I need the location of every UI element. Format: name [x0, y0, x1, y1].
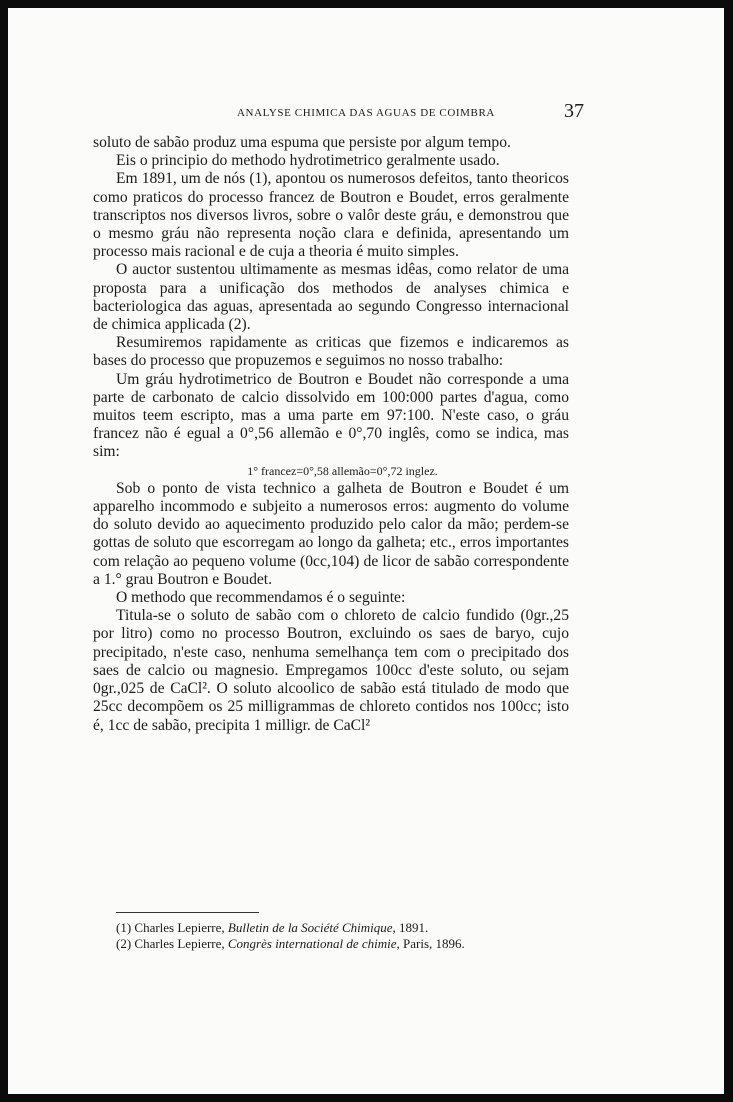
conversion-formula: 1° francez=0°,58 allemão=0°,72 inglez. [247, 463, 438, 478]
footnote-prefix: (1) Charles Lepierre, [116, 920, 228, 935]
paragraph: O auctor sustentou ultimamente as mesmas idêas, como relator de uma proposta para a unificação dos methodos de analyses chimica e bacteriologica das aguas, apresentada ao segundo Congresso internacional de chimica applicada (2). [93, 261, 569, 334]
footnote-divider [116, 912, 259, 913]
footnote-suffix: Paris, 1896. [399, 936, 465, 951]
paragraph: Titula-se o soluto de sabão com o chloreto de calcio fundido (0gr.,25 por litro) como no processo Boutron, excluindo os saes de baryo, cujo precipitado, n'este caso, nenhuma semelhança tem com o precipitado dos saes de calcio ou magnesio. Empregamos 100cc d'este soluto, ou sejam 0gr.,025 de CaCl². O soluto alcoolico de sabão está titulado de modo que 25cc decompõem os 25 milligrammas de chloreto contidos nos 100cc; isto é, 1cc de sabão, precipita 1 milligr. de CaCl² [93, 607, 569, 734]
paragraph: Sob o ponto de vista technico a galheta de Boutron e Boudet é um apparelho incommodo e subjeito a numerosos erros: augmento do volume do soluto devido ao aquecimento produzido pelo calor da mão; perdem-se gottas de soluto que escorregam ao longo da galheta; etc., erros importantes com relação ao pequeno volume (0cc,104) de licor de sabão correspondente a 1.° grau Boutron e Boudet. [93, 479, 569, 588]
footnotes [116, 920, 576, 952]
footnote-suffix: 1891. [395, 920, 429, 935]
book-page [8, 8, 724, 1094]
footnote [116, 936, 576, 952]
footnote-title: Bulletin de la Société Chimique, [227, 920, 396, 935]
footnote-title: Congrès international de chimie, [227, 936, 400, 951]
paragraph: Um gráu hydrotimetrico de Boutron e Boudet não corresponde a uma parte de carbonato de calcio dissolvido em 100:000 partes d'agua, como muitos teem escripto, mas a uma parte em 97:100. N'este caso, o gráu francez não é egual a 0°,56 allemão e 0°,70 inglês, como se indica, mas sim: [93, 370, 569, 461]
footnote-prefix: (2) Charles Lepierre, [116, 936, 228, 951]
body-text [93, 134, 569, 735]
running-head: ANALYSE CHIMICA DAS AGUAS DE COIMBRA [237, 107, 495, 119]
paragraph: soluto de sabão produz uma espuma que persiste por algum tempo. [93, 134, 511, 151]
paragraph: Em 1891, um de nós (1), apontou os numerosos defeitos, tanto theoricos como praticos do processo francez de Boutron e Boudet, erros geralmente transcriptos nos diversos livros, sobre o valôr deste gráu, e demonstrou que o mesmo gráu não representa noção clara e definida, apresentando um processo mais racional e de cuja a theoria é muito simples. [93, 170, 569, 261]
paragraph: Resumiremos rapidamente as criticas que fizemos e indicaremos as bases do processo que propuzemos e seguimos no nosso trabalho: [93, 334, 569, 370]
paragraph: O methodo que recommendamos é o seguinte: [116, 589, 406, 607]
paragraph: Eis o principio do methodo hydrotimetrico geralmente usado. [116, 152, 500, 170]
page-header [8, 100, 724, 128]
page-number: 37 [564, 100, 584, 122]
footnote [116, 920, 576, 936]
